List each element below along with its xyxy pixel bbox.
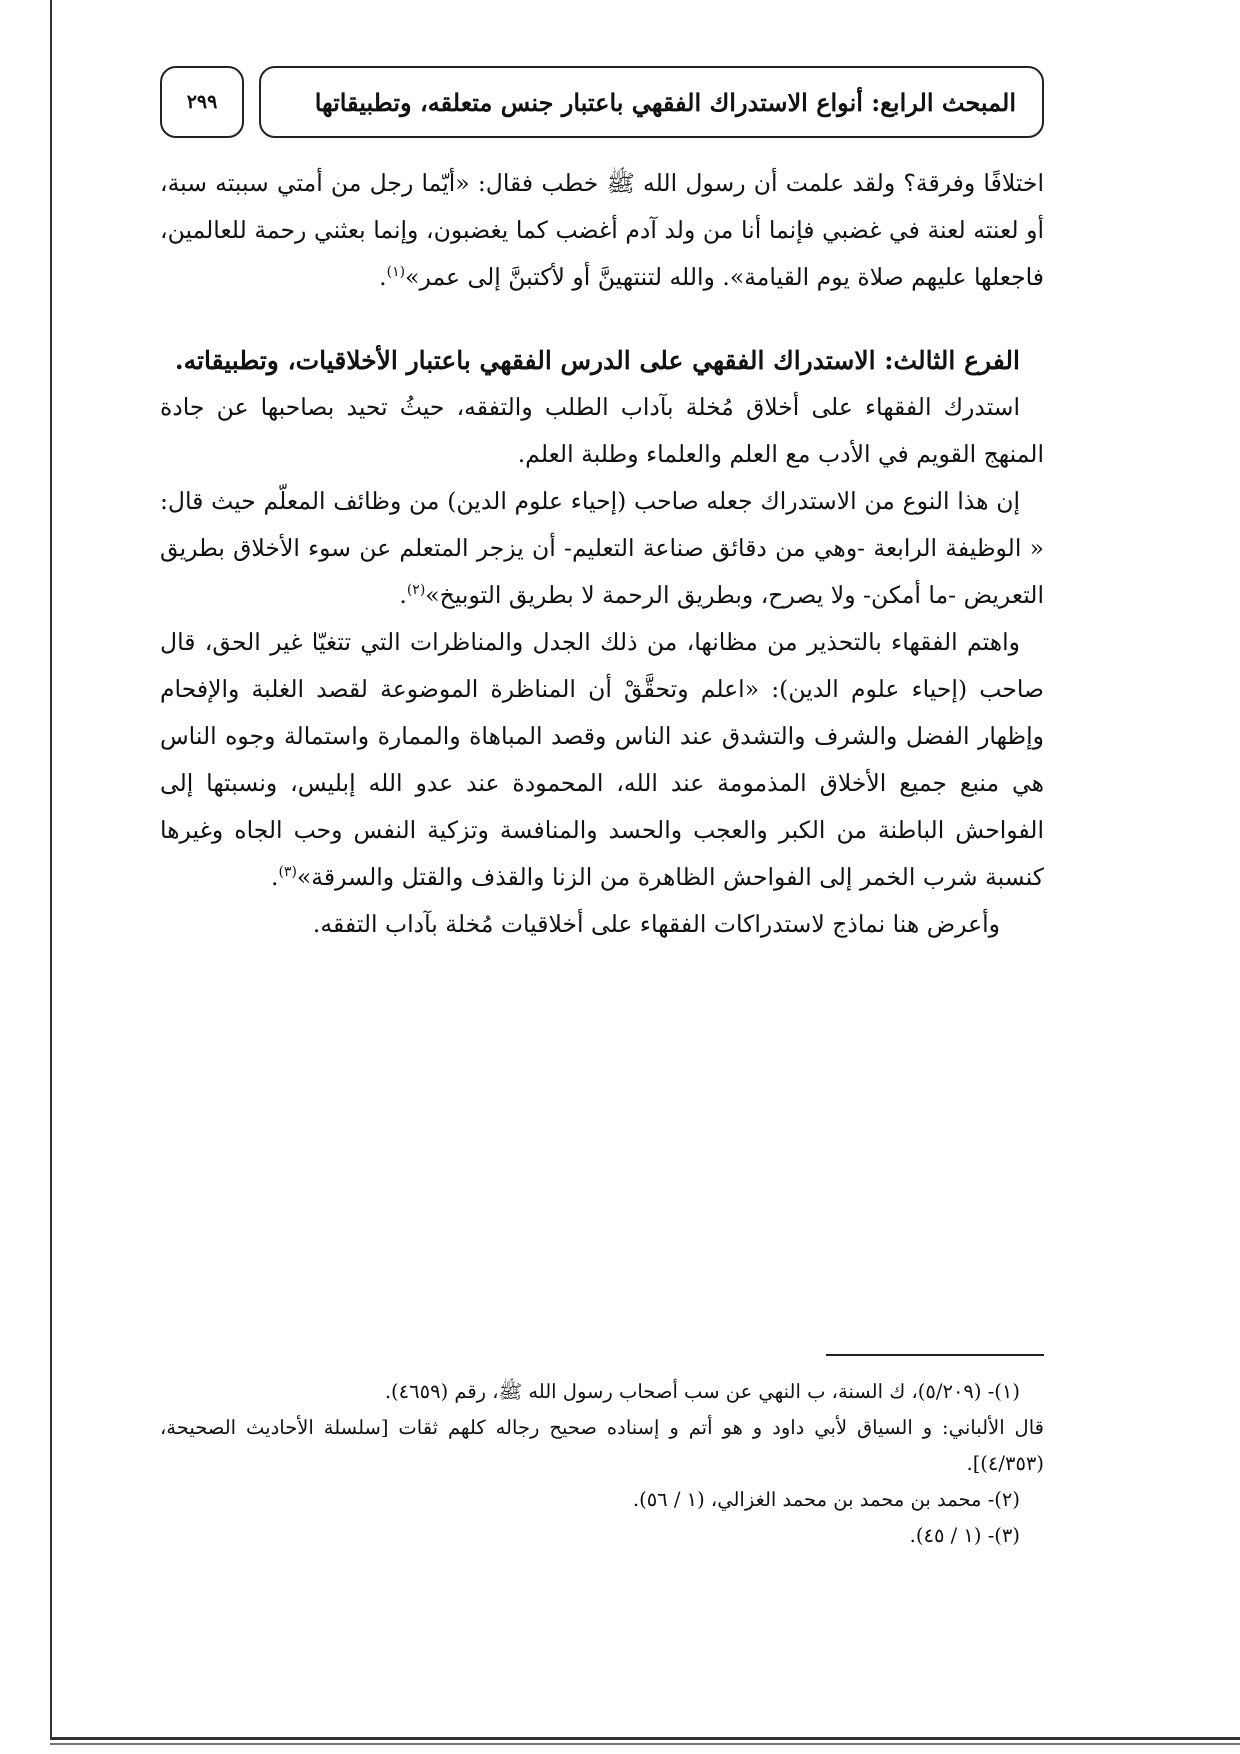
footnote-2: (٢)- محمد بن محمد بن محمد الغزالي، (١ / ٥٦). xyxy=(632,1488,1020,1511)
footnote-ref-1: (١) xyxy=(386,264,406,281)
page-frame-left xyxy=(0,0,52,1739)
main-text xyxy=(160,160,1044,948)
paragraph-2: استدرك الفقهاء على أخلاق مُخلة بآداب الطلب والتفقه، حيثُ تحيد بصاحبها عن جادة المنهج القويم في الأدب مع العلم والعلماء وطلبة العلم. xyxy=(160,393,1044,468)
footnote-1-note: قال الألباني: و السياق لأبي داود و هو أتم و إسناده صحيح رجاله كلهم ثقات [سلسلة الأحاديث الصحيحة، (٤/٣٥٣)]. xyxy=(160,1416,1044,1475)
page-number: ٢٩٩ xyxy=(186,91,218,113)
paragraph-3: إن هذا النوع من الاستدراك جعله صاحب (إحياء علوم الدين) من وظائف المعلّم حيث قال: « الوظيفة الرابعة -وهي من دقائق صناعة التعليم- أن يزجر المتعلم عن سوء الأخلاق بطريق التعريض -ما أمكن- ولا يصرح، وبطريق الرحمة لا بطريق التوبيخ»$^{(٢)}$. xyxy=(160,487,1044,609)
footnote-1: (١)- (٥/٢٠٩)، ك السنة، ب النهي عن سب أصحاب رسول الله ﷺ، رقم (٤٦٥٩). xyxy=(384,1380,1020,1403)
running-header-title xyxy=(259,66,1044,138)
paragraph-5: وأعرض هنا نماذج لاستدراكات الفقهاء على أخلاقيات مُخلة بآداب التفقه. xyxy=(312,910,1000,938)
paragraph-3-text: إن هذا النوع من الاستدراك جعله صاحب (إحياء علوم الدين) من وظائف المعلّم حيث قال: « الوظيفة الرابعة -وهي من دقائق صناعة التعليم- أن يزجر المتعلم عن سوء الأخلاق بطريق التعريض -ما أمكن- ولا يصرح، وبطريق الرحمة لا بطريق التوبيخ» xyxy=(160,487,1044,609)
footnote-separator xyxy=(826,1354,1044,1356)
section-gap xyxy=(160,301,1044,337)
paragraph-4: واهتم الفقهاء بالتحذير من مظانها، من ذلك الجدل والمناظرات التي تتغيّا غير الحق، قال صاحب (إحياء علوم الدين): «اعلم وتحقَّقْ أن المناظرة الموضوعة لقصد الغلبة والإفحام وإظهار الفضل والشرف والتشدق عند الناس وقصد المباهاة والممارة واستمالة وجوه الناس هي منبع جميع الأخلاق المذمومة عند الله، المحمودة عند عدو الله إبليس، ونسبتها إلى الفواحش الباطنة من الكبر والعجب والحسد والمنافسة وتزكية النفس وحب الجاه وغيرها كنسبة شرب الخمر إلى الفواحش الظاهرة من الزنا والقذف والقتل والسرقة»$^{(٣)}$. xyxy=(160,628,1044,891)
page-frame-bottom xyxy=(50,1737,1240,1740)
paragraph-1-text: اختلافًا وفرقة؟ ولقد علمت أن رسول الله ﷺ خطب فقال: «أيّما رجل من أمتي سببته سبة، أو لعنته لعنة في غضبي فإنما أنا من ولد آدم أغضب كما يغضبون، وإنما بعثني رحمة للعالمين، فاجعلها عليهم صلاة يوم القيامة». والله لتنتهينَّ أو لأكتبنَّ إلى عمر» xyxy=(160,169,1044,291)
header-title-text: المبحث الرابع: أنواع الاستدراك الفقهي باعتبار جنس متعلقه، وتطبيقاتها xyxy=(314,87,1016,117)
footnotes xyxy=(160,1374,1044,1554)
page-frame-bottom-shadow xyxy=(50,1743,1240,1745)
footnote-3: (٣)- (١ / ٤٥). xyxy=(909,1524,1020,1547)
footnote-ref-2: (٢) xyxy=(406,582,426,599)
paragraph-4-text: واهتم الفقهاء بالتحذير من مظانها، من ذلك الجدل والمناظرات التي تتغيّا غير الحق، قال صاحب (إحياء علوم الدين): «اعلم وتحقَّقْ أن المناظرة الموضوعة لقصد الغلبة والإفحام وإظهار الفضل والشرف والتشدق عند الناس وقصد المباهاة والممارة واستمالة وجوه الناس هي منبع جميع الأخلاق المذمومة عند الله، المحمودة عند عدو الله إبليس، ونسبتها إلى الفواحش الباطنة من الكبر والعجب والحسد والمنافسة وتزكية النفس وحب الجاه وغيرها كنسبة شرب الخمر إلى الفواحش الظاهرة من الزنا والقذف والقتل والسرقة» xyxy=(160,628,1044,891)
footnote-ref-3: (٣) xyxy=(278,864,297,881)
paragraph-1: اختلافًا وفرقة؟ ولقد علمت أن رسول الله ﷺ خطب فقال: «أيّما رجل من أمتي سببته سبة، أو لعنته لعنة في غضبي فإنما أنا من ولد آدم أغضب كما يغضبون، وإنما بعثني رحمة للعالمين، فاجعلها عليهم صلاة يوم القيامة». والله لتنتهينَّ أو لأكتبنَّ إلى عمر»$^{(١)}$. xyxy=(160,169,1044,291)
page-number-box xyxy=(160,66,244,138)
section-heading: الفرع الثالث: الاستدراك الفقهي على الدرس الفقهي باعتبار الأخلاقيات، وتطبيقاته. xyxy=(174,346,1020,375)
